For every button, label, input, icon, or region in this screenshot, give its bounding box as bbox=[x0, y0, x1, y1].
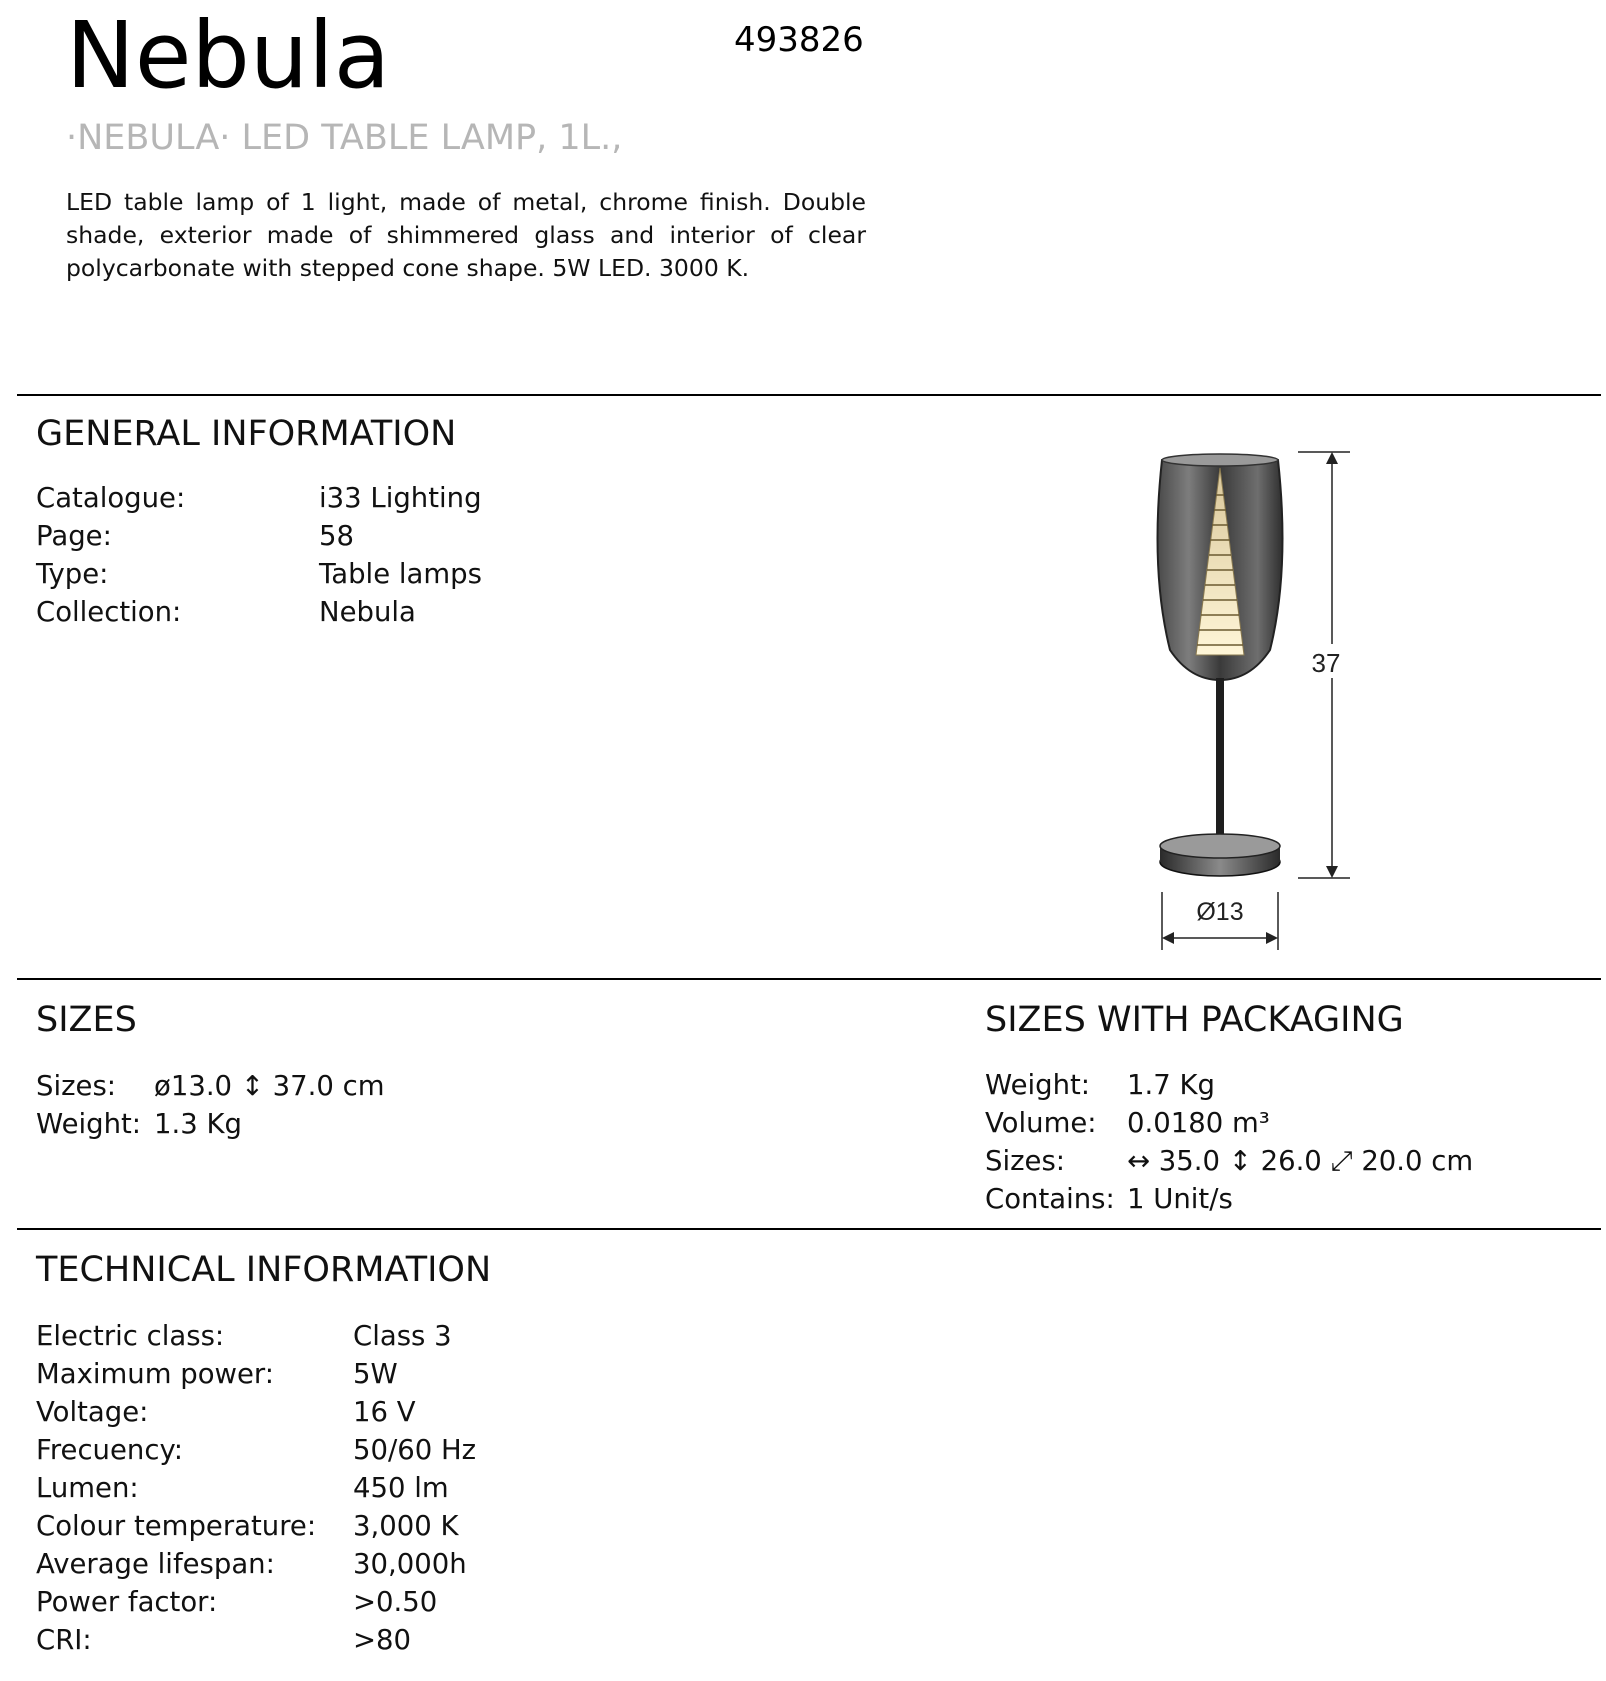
section-divider bbox=[17, 394, 1601, 396]
general-value: Nebula bbox=[319, 596, 416, 628]
general-label: Type: bbox=[36, 558, 109, 590]
sizes-value bbox=[154, 1070, 385, 1102]
tech-label: Maximum power: bbox=[36, 1358, 275, 1390]
packaging-depth: 20.0 cm bbox=[1361, 1145, 1474, 1177]
packaging-weight-value: 1.7 Kg bbox=[1127, 1069, 1215, 1101]
general-value: 58 bbox=[319, 520, 354, 552]
lamp-dimension-drawing bbox=[1140, 450, 1440, 960]
tech-value: 30,000h bbox=[353, 1548, 467, 1580]
diagonal-arrow-icon: ⤢ bbox=[1330, 1145, 1353, 1177]
product-subtitle: ·NEBULA· LED TABLE LAMP, 1L., bbox=[66, 118, 623, 158]
tech-label: Lumen: bbox=[36, 1472, 139, 1504]
sizes-diameter: ø13.0 bbox=[154, 1070, 233, 1102]
general-label: Collection: bbox=[36, 596, 182, 628]
tech-value: >0.50 bbox=[353, 1586, 438, 1618]
sizes-label: Sizes: bbox=[36, 1070, 117, 1102]
tech-value: 5W bbox=[353, 1358, 398, 1390]
tech-value: 450 lm bbox=[353, 1472, 449, 1504]
packaging-sizes-value bbox=[1127, 1145, 1473, 1178]
tech-label: Voltage: bbox=[36, 1396, 149, 1428]
packaging-height: 26.0 bbox=[1260, 1145, 1322, 1177]
vertical-arrow-icon: ↕ bbox=[240, 1070, 264, 1102]
packaging-label: Sizes: bbox=[985, 1145, 1066, 1177]
section-divider bbox=[17, 978, 1601, 980]
packaging-volume-value: 0.0180 m³ bbox=[1127, 1107, 1270, 1139]
general-value: i33 Lighting bbox=[319, 482, 482, 514]
packaging-width: 35.0 bbox=[1158, 1145, 1221, 1177]
lamp-stem bbox=[1216, 678, 1224, 846]
tech-value: 3,000 K bbox=[353, 1510, 459, 1542]
product-title: Nebula bbox=[66, 2, 391, 109]
packaging-label: Weight: bbox=[985, 1069, 1091, 1101]
tech-label: Electric class: bbox=[36, 1320, 225, 1352]
sizes-weight-label: Weight: bbox=[36, 1108, 142, 1140]
packaging-contains-value: 1 Unit/s bbox=[1127, 1183, 1233, 1215]
tech-value: Class 3 bbox=[353, 1320, 452, 1352]
general-label: Catalogue: bbox=[36, 482, 186, 514]
general-value: Table lamps bbox=[319, 558, 482, 590]
horizontal-arrow-icon: ↔ bbox=[1127, 1145, 1151, 1177]
general-label: Page: bbox=[36, 520, 112, 552]
packaging-label: Volume: bbox=[985, 1107, 1097, 1139]
technical-info-heading: TECHNICAL INFORMATION bbox=[36, 1250, 492, 1290]
packaging-heading: SIZES WITH PACKAGING bbox=[985, 1000, 1404, 1040]
product-code: 493826 bbox=[734, 20, 864, 60]
tech-label: Colour temperature: bbox=[36, 1510, 317, 1542]
tech-label: Average lifespan: bbox=[36, 1548, 275, 1580]
tech-label: Frecuency: bbox=[36, 1434, 183, 1466]
tech-value: 16 V bbox=[353, 1396, 416, 1428]
tech-value: >80 bbox=[353, 1624, 412, 1656]
height-dimension-label: 37 bbox=[1311, 648, 1341, 678]
packaging-label: Contains: bbox=[985, 1183, 1115, 1215]
product-description: LED table lamp of 1 light, made of metal, chrome finish. Double shade, exterior made of shimmered glass and interior of clear polycarbonate with stepped cone shape. 5W LED. 3000 K. bbox=[66, 188, 866, 282]
sizes-height: 37.0 cm bbox=[272, 1070, 385, 1102]
general-info-heading: GENERAL INFORMATION bbox=[36, 414, 457, 454]
section-divider bbox=[17, 1228, 1601, 1230]
sizes-weight-value: 1.3 Kg bbox=[154, 1108, 242, 1140]
tech-label: Power factor: bbox=[36, 1586, 218, 1618]
tech-label: CRI: bbox=[36, 1624, 92, 1656]
lamp-base bbox=[1160, 834, 1280, 876]
sizes-heading: SIZES bbox=[36, 1000, 137, 1040]
diameter-dimension-label: Ø13 bbox=[1196, 898, 1244, 926]
tech-value: 50/60 Hz bbox=[353, 1434, 477, 1466]
vertical-arrow-icon: ↕ bbox=[1228, 1145, 1252, 1177]
